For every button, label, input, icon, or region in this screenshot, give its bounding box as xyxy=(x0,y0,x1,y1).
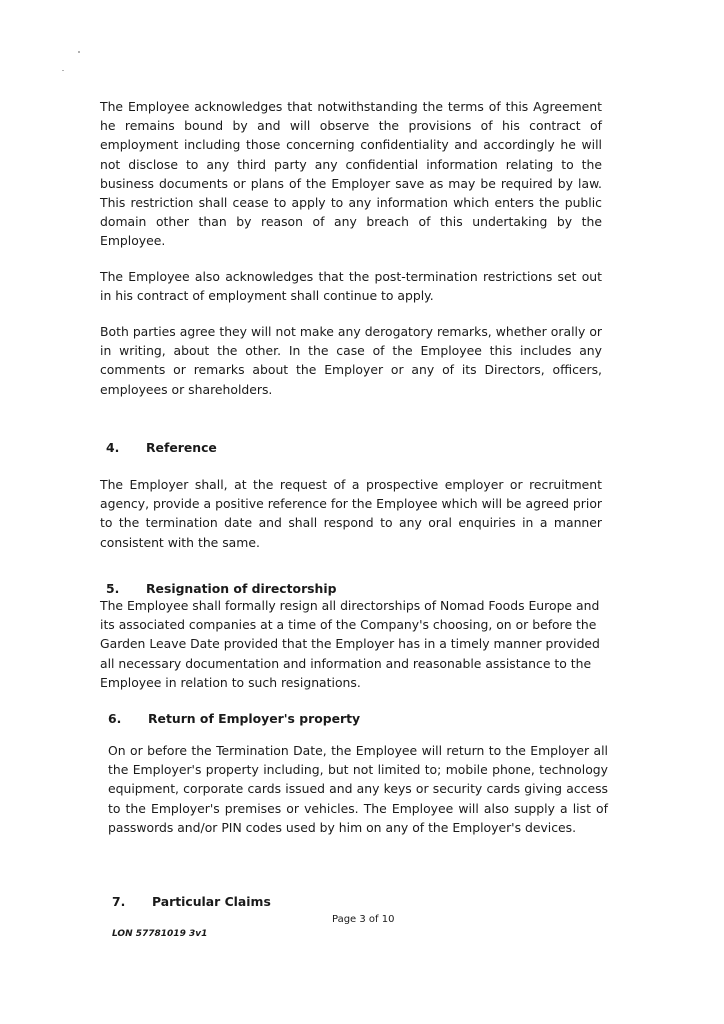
section-7-heading xyxy=(112,894,271,909)
document-reference: LON 57781019 3v1 xyxy=(112,929,208,939)
section-5-body: The Employee shall formally resign all directorships of Nomad Foods Europe and its associated companies at a time of the Company's choosing, on or before the Garden Leave Date provided that the Employer has in a timely manner provided all necessary documentation and information and reasonable assistance to the Employee in relation to such resignations. xyxy=(100,598,600,690)
scan-speck xyxy=(78,51,80,53)
section-number: 5. xyxy=(106,581,120,596)
section-title: Resignation of directorship xyxy=(146,581,337,596)
derogatory-remarks-paragraph: Both parties agree they will not make any derogatory remarks, whether orally or in writing, about the other. In the case of the Employee this includes any comments or remarks about the Employer or any of its Directors, officers, employees or shareholders. xyxy=(100,324,602,397)
section-6-heading xyxy=(108,711,360,726)
confidentiality-paragraph: The Employee acknowledges that notwithstanding the terms of this Agreement he remains bound by and will observe the provisions of his contract of employment including those concerning confidentiality and accordingly he will not disclose to any third party any confidential information relating to the business documents or plans of the Employer save as may be required by law. This restriction shall cease to apply to any information which enters the public domain other than by reason of any breach of this undertaking by the Employee. xyxy=(100,99,602,249)
section-4-heading xyxy=(106,440,217,455)
section-number: 7. xyxy=(112,894,126,909)
section-4-body: The Employer shall, at the request of a prospective employer or recruitment agency, provide a positive reference for the Employee which will be agreed prior to the termination date and shall respond to any oral enquiries in a manner consistent with the same. xyxy=(100,477,602,550)
section-number: 6. xyxy=(108,711,122,726)
section-6-body: On or before the Termination Date, the Employee will return to the Employer all the Employer's property including, but not limited to; mobile phone, technology equipment, corporate cards issued and any keys or security cards giving access to the Employer's premises or vehicles. The Employee will also supply a list of passwords and/or PIN codes used by him on any of the Employer's devices. xyxy=(108,743,608,835)
page-number: Page 3 of 10 xyxy=(332,914,395,925)
section-title: Particular Claims xyxy=(152,894,271,909)
post-termination-paragraph: The Employee also acknowledges that the post-termination restrictions set out in his contract of employment shall continue to apply. xyxy=(100,269,602,304)
section-5-heading xyxy=(106,581,337,596)
section-title: Return of Employer's property xyxy=(148,711,361,726)
section-number: 4. xyxy=(106,440,120,455)
scan-speck xyxy=(62,70,64,71)
section-title: Reference xyxy=(146,440,217,455)
